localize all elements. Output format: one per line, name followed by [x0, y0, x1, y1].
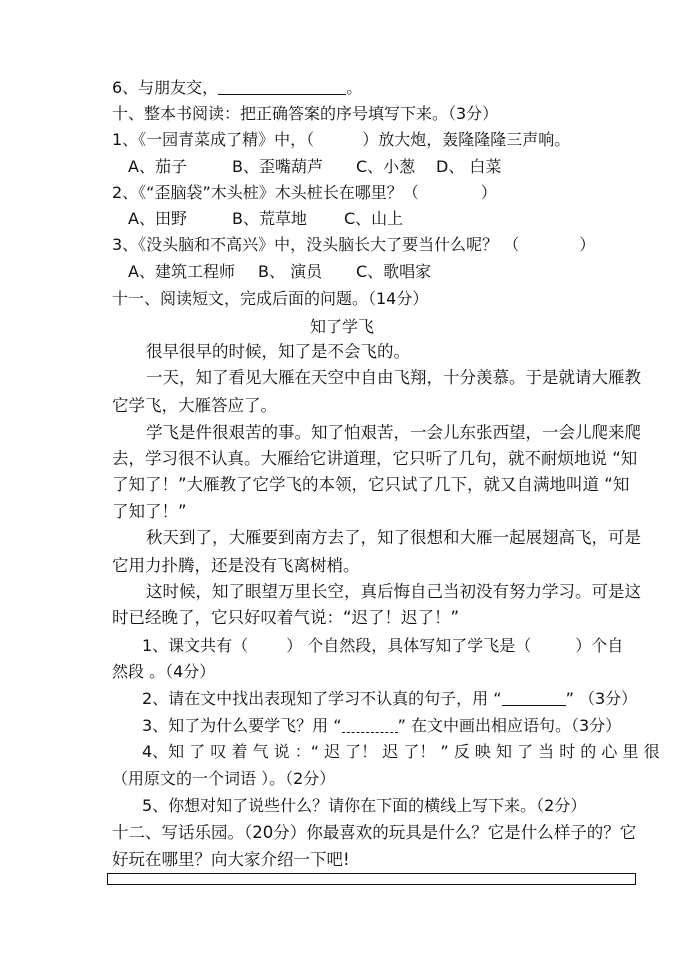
sq1-part-b: ） 个自然段，具体写知了学飞是（ [286, 636, 532, 655]
s10-q3-text2: ） [579, 235, 596, 254]
sub-question-1 [142, 636, 623, 656]
s10-q2-answer-blank[interactable] [419, 199, 481, 200]
s10-q1-text1: 1、《一园青菜成了精》中，（ [112, 130, 315, 149]
s10-q2-text2: ） [480, 183, 497, 202]
s10-q1-option-a: A、茄子 [128, 157, 187, 176]
sq1-part-a: 1、课文共有（ [142, 636, 249, 655]
sq3-part-b: ” 在文中画出相应语句。（3分） [397, 716, 622, 735]
sq2-part-b: ” （3分） [565, 689, 638, 708]
passage-line: 很早很早的时候，知了是不会飞的。 [146, 342, 410, 361]
s10-q3-option-b: B、 演员 [258, 262, 323, 281]
sq1-blank-2[interactable] [531, 652, 575, 653]
sub-question-4-cont: （用原文的一个词语 ）。（2分） [112, 769, 336, 788]
s10-q2-option-c: C、山上 [344, 209, 404, 228]
passage-line: 一天，知了看见大雁在天空中自由飞翔，十分羡慕。于是就请大雁教 [146, 368, 641, 387]
sq3-part-a: 3、知了为什么要学飞？用 “ [142, 716, 342, 735]
s10-q3 [112, 235, 595, 255]
s10-q1-answer-blank[interactable] [314, 146, 362, 147]
s10-q2 [112, 183, 497, 203]
passage-line: 去，学习很不认真。大雁给它讲道理，它只听了几句，就不耐烦地说 “知 [112, 449, 638, 468]
passage-line: 了知了！”大雁教了它学飞的本领，它只试了几下，就又自满地叫道 “知 [112, 475, 630, 494]
section-12-line-1: 十二、写话乐园。（20分）你最喜欢的玩具是什么？它是什么样子的？它 [112, 823, 637, 842]
sq1-part-c: ）个自 [575, 636, 624, 655]
sq1-blank-1[interactable] [248, 652, 286, 653]
passage-line: 这时候，知了眼望万里长空，真后悔自己当初没有努力学习。可是这 [146, 582, 641, 601]
s10-q2-text1: 2、《“歪脑袋”木头桩》木头桩长在哪里？（ [112, 183, 419, 202]
s10-q2-option-a: A、田野 [128, 209, 187, 228]
passage-line: 它用力扑腾，还是没有飞离树梢。 [112, 556, 360, 575]
sub-question-5: 5、你想对知了说些什么？请你在下面的横线上写下来。（2分） [142, 796, 587, 815]
s10-q1-text2: ）放大炮，轰隆隆隆三声响。 [362, 130, 571, 149]
s10-q3-answer-blank[interactable] [519, 251, 579, 252]
s10-q3-text1: 3、《没头脑和不高兴》中，没头脑长大了要当什么呢？ （ [112, 235, 520, 254]
writing-box[interactable] [107, 873, 636, 885]
passage-line: 学飞是件很艰苦的事。知了怕艰苦，一会儿东张西望，一会儿爬来爬 [146, 423, 641, 442]
q6-line [112, 78, 362, 98]
s10-q2-option-b: B、荒草地 [232, 209, 307, 228]
s10-q1-option-b: B、歪嘴葫芦 [232, 157, 323, 176]
s10-q1-option-c: C、小葱 [356, 157, 416, 176]
q6-prefix: 6、与朋友交， [112, 78, 219, 97]
section-12-line-2: 好玩在哪里？向大家介绍一下吧! [112, 850, 350, 869]
sq2-part-a: 2、请在文中找出表现知了学习不认真的句子，用 “ [142, 689, 502, 708]
sq3-wavy-line-mark [342, 732, 398, 733]
sub-question-1-cont: 然段 。（4分） [112, 662, 216, 681]
sub-question-3 [142, 716, 621, 736]
passage-title: 知了学飞 [309, 317, 374, 336]
passage-line: 了知了！” [112, 502, 187, 521]
passage-line: 它学飞，大雁答应了。 [112, 396, 277, 415]
sq2-straight-line-mark [502, 705, 566, 706]
q6-answer-blank[interactable] [218, 94, 346, 95]
q6-suffix: 。 [346, 78, 363, 97]
passage-line: 时已经晚了，它只好叹着气说：“迟了！迟了！” [112, 608, 460, 627]
section-11-header: 十一、阅读短文，完成后面的问题。（14分） [112, 289, 429, 308]
sub-question-2 [142, 689, 637, 709]
s10-q1 [112, 130, 570, 150]
passage-line: 秋天到了，大雁要到南方去了，知了很想和大雁一起展翅高飞，可是 [146, 528, 641, 547]
s10-q1-option-d: D、 白菜 [436, 157, 502, 176]
s10-q3-option-a: A、建筑工程师 [128, 262, 235, 281]
s10-q3-option-c: C、歌唱家 [356, 262, 432, 281]
section-10-header: 十、整本书阅读：把正确答案的序号填写下来。（3分） [112, 104, 499, 123]
sub-question-4: 4、知 了 叹 着 气 说 ：“ 迟 了！ 迟 了！ ” 反 映 知 了 当 时 的 心 里 很 [142, 742, 660, 761]
